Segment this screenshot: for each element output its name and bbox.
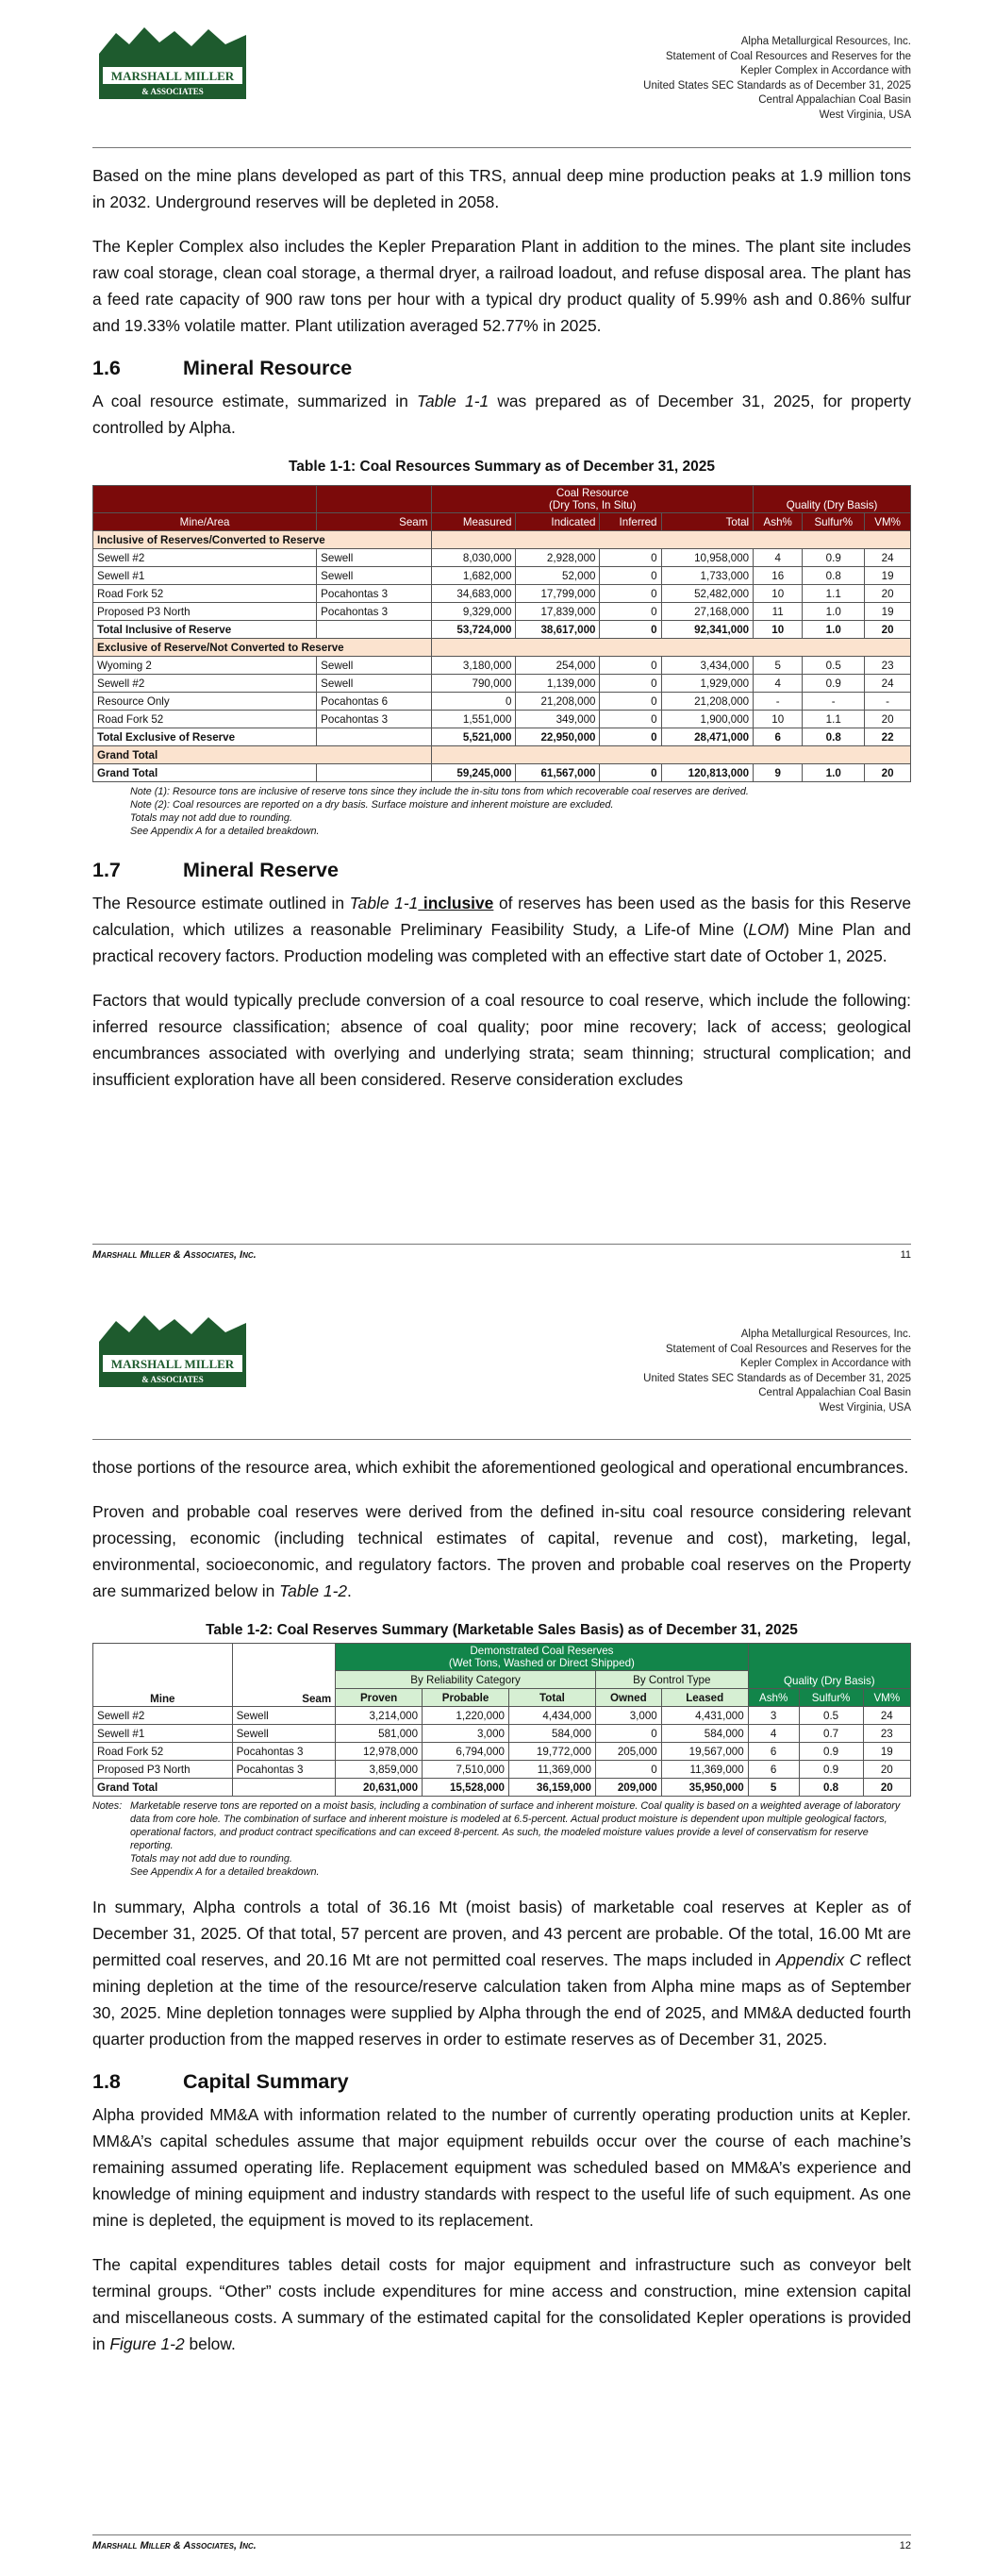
emphasis: inclusive bbox=[418, 894, 494, 912]
table-cell: 4 bbox=[754, 675, 803, 693]
table-cell: 1,551,000 bbox=[432, 711, 516, 728]
table-row bbox=[93, 675, 911, 693]
text: ) Mine Plan and practical recovery factors. Production modeling was completed with an effective start date of October 1, 2025. bbox=[92, 920, 911, 965]
table-cell bbox=[432, 639, 911, 657]
table-cell: 20 bbox=[865, 764, 911, 782]
group-header bbox=[336, 1644, 749, 1671]
page-number: 11 bbox=[900, 1249, 911, 1261]
header-line: Statement of Coal Resources and Reserves for the bbox=[665, 1343, 911, 1355]
table-row bbox=[93, 549, 911, 567]
table-cell: 24 bbox=[865, 675, 911, 693]
table-cell: Proposed P3 North bbox=[93, 603, 317, 621]
table-cell: 20 bbox=[863, 1779, 910, 1797]
table-row bbox=[93, 711, 911, 728]
figure-reference: Figure 1-2 bbox=[109, 2334, 185, 2353]
table-cell bbox=[317, 764, 432, 782]
note: See Appendix A for a detailed breakdown. bbox=[130, 826, 320, 837]
table-cell: 8,030,000 bbox=[432, 549, 516, 567]
table-cell: 1.0 bbox=[803, 621, 865, 639]
col-header: Proven bbox=[336, 1689, 423, 1707]
table-cell: 16 bbox=[754, 567, 803, 585]
table-cell: 20 bbox=[865, 585, 911, 603]
table-cell: 5 bbox=[754, 657, 803, 675]
table-cell: Pocahontas 3 bbox=[317, 711, 432, 728]
table-cell: 0.8 bbox=[799, 1779, 863, 1797]
sub-header: By Reliability Category bbox=[336, 1671, 596, 1689]
paragraph bbox=[92, 1894, 911, 2052]
header-rule bbox=[92, 147, 911, 148]
table-cell: - bbox=[803, 693, 865, 711]
group-title: Coal Resource bbox=[556, 487, 629, 499]
header-line: United States SEC Standards as of December 31, 2025 bbox=[643, 1372, 911, 1384]
table-cell: Sewell bbox=[317, 657, 432, 675]
section-row bbox=[93, 639, 911, 657]
table-cell: 584,000 bbox=[509, 1725, 596, 1743]
table-cell: 4,434,000 bbox=[509, 1707, 596, 1725]
note: Note (2): Coal resources are reported on a dry basis. Surface moisture and inherent moisture are excluded. bbox=[130, 799, 614, 811]
table-cell: 0 bbox=[600, 567, 661, 585]
paragraph bbox=[92, 388, 911, 441]
table-cell: 0 bbox=[595, 1761, 661, 1779]
table-reference: Table 1-1 bbox=[416, 392, 489, 410]
table-row bbox=[93, 585, 911, 603]
text: below. bbox=[184, 2334, 236, 2353]
table-cell: 0 bbox=[600, 675, 661, 693]
table-cell: 23 bbox=[863, 1725, 910, 1743]
table-cell bbox=[232, 1779, 336, 1797]
quality-header: Quality (Dry Basis) bbox=[748, 1644, 910, 1689]
text: The Resource estimate outlined in bbox=[92, 894, 350, 912]
table-cell: 24 bbox=[863, 1707, 910, 1725]
table-cell: Pocahontas 3 bbox=[317, 585, 432, 603]
table-cell: Sewell bbox=[232, 1707, 336, 1725]
table-cell: 35,950,000 bbox=[661, 1779, 748, 1797]
table-cell: 92,341,000 bbox=[661, 621, 754, 639]
table-caption: Table 1-1: Coal Resources Summary as of December 31, 2025 bbox=[288, 459, 715, 475]
table-cell: Sewell #2 bbox=[93, 1707, 233, 1725]
table-cell: Grand Total bbox=[93, 764, 317, 782]
table-row bbox=[93, 1761, 911, 1779]
table-cell: 790,000 bbox=[432, 675, 516, 693]
table-row bbox=[93, 1707, 911, 1725]
table-body bbox=[93, 531, 911, 782]
table-cell bbox=[432, 531, 911, 549]
sub-header: By Control Type bbox=[595, 1671, 748, 1689]
col-header: Inferred bbox=[600, 513, 661, 531]
table-cell: 0 bbox=[595, 1725, 661, 1743]
header-line: Statement of Coal Resources and Reserves for the bbox=[665, 50, 911, 62]
table-cell: 6 bbox=[754, 728, 803, 746]
table-cell: Proposed P3 North bbox=[93, 1761, 233, 1779]
section-heading bbox=[92, 2070, 911, 2094]
table-cell: 1,682,000 bbox=[432, 567, 516, 585]
section-row bbox=[93, 746, 911, 764]
total-row bbox=[93, 728, 911, 746]
section-row bbox=[93, 531, 911, 549]
table-row bbox=[93, 567, 911, 585]
col-header: Seam bbox=[317, 513, 432, 531]
col-header: Sulfur% bbox=[803, 513, 865, 531]
table-cell: Sewell #2 bbox=[93, 675, 317, 693]
table-cell: 349,000 bbox=[516, 711, 600, 728]
table-cell: 52,000 bbox=[516, 567, 600, 585]
header-blank bbox=[317, 486, 432, 513]
notes-label: Notes: bbox=[92, 1800, 123, 1812]
table-cell: 17,839,000 bbox=[516, 603, 600, 621]
table-cell: 10,958,000 bbox=[661, 549, 754, 567]
footer-company: Marshall Miller & Associates, Inc. bbox=[92, 1249, 257, 1261]
table-cell: 19 bbox=[865, 603, 911, 621]
table-cell: 19,772,000 bbox=[509, 1743, 596, 1761]
page-header bbox=[643, 35, 911, 123]
table-cell: Sewell #1 bbox=[93, 1725, 233, 1743]
text: reflect mining depletion at the time of the resource/reserve calculation taken from Alpha mine maps as of September 30, 2025. Mine depletion tonnages were supplied by Alpha through the end of 2025, and MM&A deducted fourth quarter production from the mapped reserves in order to estimate reserves as of December 31, 2025. bbox=[92, 1950, 911, 2049]
group-header bbox=[432, 486, 754, 513]
table-cell: 9,329,000 bbox=[432, 603, 516, 621]
table-cell: Sewell #1 bbox=[93, 567, 317, 585]
table-cell: Sewell bbox=[232, 1725, 336, 1743]
text: The capital expenditures tables detail costs for major equipment and infrastructure such as conveyor belt terminal groups. “Other” costs include expenditures for mine access and construction, mine extension capital and miscellaneous costs. A summary of the estimated capital for the consolidated Kepler operations is provided in bbox=[92, 2255, 911, 2353]
note: Totals may not add due to rounding. bbox=[130, 1853, 292, 1865]
paragraph bbox=[92, 2251, 911, 2357]
header-line: United States SEC Standards as of December 31, 2025 bbox=[643, 79, 911, 92]
table-cell: 28,471,000 bbox=[661, 728, 754, 746]
paragraph: those portions of the resource area, which exhibit the aforementioned geological and operational encumbrances. bbox=[92, 1458, 909, 1477]
table-cell: 11,369,000 bbox=[661, 1761, 748, 1779]
col-header: Mine/Area bbox=[93, 513, 317, 531]
table-cell: 3,000 bbox=[423, 1725, 509, 1743]
header-line: West Virginia, USA bbox=[819, 109, 911, 121]
col-header: Probable bbox=[423, 1689, 509, 1707]
table-cell: 1.0 bbox=[803, 603, 865, 621]
table-cell: 27,168,000 bbox=[661, 603, 754, 621]
table-cell: Sewell bbox=[317, 549, 432, 567]
page-12 bbox=[0, 1288, 995, 2576]
table-body bbox=[93, 1707, 911, 1797]
table-cell: - bbox=[754, 693, 803, 711]
header-line: Central Appalachian Coal Basin bbox=[758, 1387, 911, 1398]
table-cell: 0 bbox=[600, 657, 661, 675]
section-title: Capital Summary bbox=[183, 2070, 349, 2093]
table-cell: 0.7 bbox=[799, 1725, 863, 1743]
header-blank bbox=[93, 486, 317, 513]
table-cell bbox=[432, 746, 911, 764]
table-cell: 19,567,000 bbox=[661, 1743, 748, 1761]
grand-total-row bbox=[93, 764, 911, 782]
logo-line2: & ASSOCIATES bbox=[141, 1375, 204, 1384]
text: of reserves has been used as the basis for this Reserve calculation, which utilizes a reasonable Preliminary Feasibility Study, a Life-of Mine ( bbox=[92, 894, 911, 939]
header-line: Alpha Metallurgical Resources, Inc. bbox=[740, 36, 911, 47]
table-cell: 0 bbox=[600, 711, 661, 728]
table-row bbox=[93, 693, 911, 711]
col-header: Mine bbox=[93, 1644, 233, 1707]
table-cell: 2,928,000 bbox=[516, 549, 600, 567]
table-cell: 52,482,000 bbox=[661, 585, 754, 603]
table-cell: 0 bbox=[600, 603, 661, 621]
col-header: Owned bbox=[595, 1689, 661, 1707]
table-cell bbox=[317, 621, 432, 639]
table-cell: 3,000 bbox=[595, 1707, 661, 1725]
table-cell: Sewell #2 bbox=[93, 549, 317, 567]
table-cell: 3,214,000 bbox=[336, 1707, 423, 1725]
table-cell: 20 bbox=[865, 621, 911, 639]
coal-resources-table bbox=[92, 485, 911, 782]
table-cell: 38,617,000 bbox=[516, 621, 600, 639]
col-header: VM% bbox=[863, 1689, 910, 1707]
table-cell: 1.1 bbox=[803, 711, 865, 728]
quality-header: Quality (Dry Basis) bbox=[754, 486, 911, 513]
table-cell: Sewell bbox=[317, 567, 432, 585]
table-row bbox=[93, 1725, 911, 1743]
paragraph bbox=[92, 890, 911, 969]
table-cell: 17,799,000 bbox=[516, 585, 600, 603]
table-cell: 4,431,000 bbox=[661, 1707, 748, 1725]
table-cell: 10 bbox=[754, 585, 803, 603]
col-header: Ash% bbox=[748, 1689, 799, 1707]
table-cell: Road Fork 52 bbox=[93, 1743, 233, 1761]
table-cell: Total Inclusive of Reserve bbox=[93, 621, 317, 639]
section-number: 1.6 bbox=[92, 357, 121, 379]
table-cell: 0.8 bbox=[803, 567, 865, 585]
table-cell: 0.9 bbox=[803, 549, 865, 567]
table-cell: Pocahontas 3 bbox=[317, 603, 432, 621]
table-cell: Road Fork 52 bbox=[93, 711, 317, 728]
table-cell: 6 bbox=[748, 1743, 799, 1761]
note: Totals may not add due to rounding. bbox=[130, 812, 292, 824]
table-cell: 23 bbox=[865, 657, 911, 675]
table-cell: 254,000 bbox=[516, 657, 600, 675]
table-cell: 0 bbox=[600, 585, 661, 603]
note: Marketable reserve tons are reported on a moist basis, including a combination of surface and inherent moisture. Coal quality is based on a weighted average of laboratory data from core hole. The combination of surface and inherent moisture is modeled at 6.5-percent. Actual product moisture is dependent upon multiple geological factors, operational factors, and product contract specifications and can exceed 8-percent. As such, the modeled moisture values provide a level of conservatism for reserve reporting. bbox=[130, 1800, 901, 1851]
table-cell: 20,631,000 bbox=[336, 1779, 423, 1797]
table-cell: 5 bbox=[748, 1779, 799, 1797]
section-heading bbox=[92, 357, 911, 380]
table-cell: Grand Total bbox=[93, 1779, 233, 1797]
section-label: Exclusive of Reserve/Not Converted to Reserve bbox=[93, 639, 432, 657]
paragraph: Based on the mine plans developed as part of this TRS, annual deep mine production peaks at 1.9 million tons in 2032. Underground reserves will be depleted in 2058. bbox=[92, 166, 911, 211]
table-notes bbox=[92, 1799, 911, 1879]
appendix-reference: Appendix C bbox=[775, 1950, 862, 1969]
table-cell: Total Exclusive of Reserve bbox=[93, 728, 317, 746]
table-notes bbox=[92, 785, 911, 838]
col-header: Measured bbox=[432, 513, 516, 531]
paragraph bbox=[92, 1498, 911, 1604]
table-caption: Table 1-2: Coal Reserves Summary (Marketable Sales Basis) as of December 31, 2025 bbox=[206, 1622, 798, 1638]
table-cell: Pocahontas 6 bbox=[317, 693, 432, 711]
table-cell: 209,000 bbox=[595, 1779, 661, 1797]
paragraph: Alpha provided MM&A with information related to the number of currently operating production units at Kepler. MM&A’s capital schedules assume that major equipment rebuilds occur over the course of each machine’s remaining assumed operating life. Replacement equipment was scheduled based on MM&A’s experience and knowledge of mining equipment and industry standards with respect to the useful life of such equipment. As one mine is depleted, the equipment is moved to its replacement. bbox=[92, 2105, 911, 2230]
table-cell: 3,434,000 bbox=[661, 657, 754, 675]
table-cell: Wyoming 2 bbox=[93, 657, 317, 675]
table-cell: 7,510,000 bbox=[423, 1761, 509, 1779]
section-number: 1.7 bbox=[92, 859, 121, 881]
note: See Appendix A for a detailed breakdown. bbox=[130, 1866, 320, 1878]
table-cell: - bbox=[865, 693, 911, 711]
table-cell: 1,220,000 bbox=[423, 1707, 509, 1725]
table-cell: 1.0 bbox=[803, 764, 865, 782]
table-cell: 0 bbox=[600, 549, 661, 567]
table-cell: 11 bbox=[754, 603, 803, 621]
table-cell: 19 bbox=[865, 567, 911, 585]
paragraph: Factors that would typically preclude conversion of a coal resource to coal reserve, which include the following: inferred resource classification; absence of coal quality; poor mine recovery; lack of access; geological encumbrances associated with overlying and underlying strata; seam thinning; structural complication; and insufficient exploration have all been considered. Reserve consideration excludes bbox=[92, 991, 911, 1089]
section-title: Mineral Reserve bbox=[183, 859, 339, 881]
table-cell: 21,208,000 bbox=[516, 693, 600, 711]
page-body bbox=[92, 162, 911, 1111]
logo-line1: MARSHALL MILLER bbox=[110, 69, 235, 83]
table-cell: 53,724,000 bbox=[432, 621, 516, 639]
text: In summary, Alpha controls a total of 36.16 Mt (moist basis) of marketable coal reserves at Kepler as of December 31, 2025. Of that total, 57 percent are proven, and 43 percent are probable. Of the total, 16.00 Mt are permitted coal reserves, and 20.16 Mt are not permitted coal reserves. The maps included in bbox=[92, 1898, 911, 1969]
table-cell: 5,521,000 bbox=[432, 728, 516, 746]
table-cell: 120,813,000 bbox=[661, 764, 754, 782]
table-cell: 12,978,000 bbox=[336, 1743, 423, 1761]
table-cell: 9 bbox=[754, 764, 803, 782]
table-cell bbox=[317, 728, 432, 746]
table-cell: 10 bbox=[754, 711, 803, 728]
text: . bbox=[347, 1581, 352, 1600]
total-row bbox=[93, 621, 911, 639]
header-rule bbox=[92, 1439, 911, 1440]
table-cell: 21,208,000 bbox=[661, 693, 754, 711]
header-line: West Virginia, USA bbox=[819, 1401, 911, 1413]
table-cell: 11,369,000 bbox=[509, 1761, 596, 1779]
table-cell: 584,000 bbox=[661, 1725, 748, 1743]
page-number: 12 bbox=[899, 2540, 911, 2551]
table-cell: 24 bbox=[865, 549, 911, 567]
table-row bbox=[93, 1743, 911, 1761]
table-cell: 34,683,000 bbox=[432, 585, 516, 603]
text: A coal resource estimate, summarized in bbox=[92, 392, 417, 410]
mma-logo bbox=[97, 25, 248, 101]
table-cell: 1,733,000 bbox=[661, 567, 754, 585]
footer-rule bbox=[92, 2534, 911, 2535]
table-cell: 1,139,000 bbox=[516, 675, 600, 693]
header-line: Kepler Complex in Accordance with bbox=[740, 65, 911, 76]
table-row bbox=[93, 603, 911, 621]
table-cell: Sewell bbox=[317, 675, 432, 693]
table-cell: 15,528,000 bbox=[423, 1779, 509, 1797]
group-title: Demonstrated Coal Reserves bbox=[470, 1645, 614, 1657]
table-cell: 3 bbox=[748, 1707, 799, 1725]
col-header: Total bbox=[661, 513, 754, 531]
group-subtitle: (Dry Tons, In Situ) bbox=[548, 499, 637, 511]
text: was prepared as of December 31, 2025, for property controlled by Alpha. bbox=[92, 392, 911, 437]
table-cell: 1,900,000 bbox=[661, 711, 754, 728]
table-cell: Road Fork 52 bbox=[93, 585, 317, 603]
col-header: Sulfur% bbox=[799, 1689, 863, 1707]
table-cell: 0.8 bbox=[803, 728, 865, 746]
col-header: Total bbox=[509, 1689, 596, 1707]
group-subtitle: (Wet Tons, Washed or Direct Shipped) bbox=[448, 1657, 635, 1669]
table-cell: 22 bbox=[865, 728, 911, 746]
page-body bbox=[92, 1454, 911, 2375]
header-line: Alpha Metallurgical Resources, Inc. bbox=[740, 1329, 911, 1340]
table-cell: 6,794,000 bbox=[423, 1743, 509, 1761]
table-cell: 22,950,000 bbox=[516, 728, 600, 746]
header-line: Kepler Complex in Accordance with bbox=[740, 1358, 911, 1369]
section-label: Grand Total bbox=[93, 746, 432, 764]
table-reference: Table 1-1 bbox=[349, 894, 419, 912]
table-cell: 0.9 bbox=[799, 1761, 863, 1779]
section-title: Mineral Resource bbox=[183, 357, 353, 379]
col-header: Indicated bbox=[516, 513, 600, 531]
table-cell: 61,567,000 bbox=[516, 764, 600, 782]
table-cell: 0.5 bbox=[799, 1707, 863, 1725]
page-header bbox=[643, 1328, 911, 1415]
table-cell: 20 bbox=[863, 1761, 910, 1779]
table-cell: 205,000 bbox=[595, 1743, 661, 1761]
table-cell: 3,180,000 bbox=[432, 657, 516, 675]
footer-rule bbox=[92, 1244, 911, 1245]
table-cell: 4 bbox=[748, 1725, 799, 1743]
paragraph: The Kepler Complex also includes the Kepler Preparation Plant in addition to the mines. The plant site includes raw coal storage, clean coal storage, a thermal dryer, a railroad loadout, and refuse disposal area. The plant has a feed rate capacity of 900 raw tons per hour with a typical dry product quality of 5.99% ash and 0.86% sulfur and 19.33% volatile matter. Plant utilization averaged 52.77% in 2025. bbox=[92, 237, 911, 335]
col-header: VM% bbox=[865, 513, 911, 531]
mma-logo bbox=[97, 1313, 248, 1389]
col-header: Leased bbox=[661, 1689, 748, 1707]
table-cell: 0.9 bbox=[799, 1743, 863, 1761]
table-cell: 0 bbox=[432, 693, 516, 711]
section-label: Inclusive of Reserves/Converted to Reserve bbox=[93, 531, 432, 549]
table-cell: 1,929,000 bbox=[661, 675, 754, 693]
coal-reserves-table bbox=[92, 1643, 911, 1797]
text: Proven and probable coal reserves were derived from the defined in-situ coal resource considering relevant processing, economic (including technical estimates of capital, revenue and cost), marketing, legal, environmental, socioeconomic, and regulatory factors. The proven and probable coal reserves on the Property are summarized below in bbox=[92, 1502, 911, 1600]
table-cell: 0.5 bbox=[803, 657, 865, 675]
table-cell: 0 bbox=[600, 728, 661, 746]
table-cell: 0.9 bbox=[803, 675, 865, 693]
table-cell: 19 bbox=[863, 1743, 910, 1761]
table-cell: Pocahontas 3 bbox=[232, 1743, 336, 1761]
table-cell: 36,159,000 bbox=[509, 1779, 596, 1797]
table-cell: 1.1 bbox=[803, 585, 865, 603]
col-header: Ash% bbox=[754, 513, 803, 531]
table-cell: 6 bbox=[748, 1761, 799, 1779]
section-heading bbox=[92, 859, 911, 882]
table-cell: 0 bbox=[600, 693, 661, 711]
table-cell: 0 bbox=[600, 764, 661, 782]
table-cell: 3,859,000 bbox=[336, 1761, 423, 1779]
logo-line2: & ASSOCIATES bbox=[141, 87, 204, 96]
table-cell: 581,000 bbox=[336, 1725, 423, 1743]
table-cell: 20 bbox=[865, 711, 911, 728]
table-cell: Pocahontas 3 bbox=[232, 1761, 336, 1779]
table-cell: 4 bbox=[754, 549, 803, 567]
abbreviation: LOM bbox=[748, 920, 785, 939]
logo-line1: MARSHALL MILLER bbox=[110, 1357, 235, 1371]
section-number: 1.8 bbox=[92, 2070, 121, 2093]
table-cell: 10 bbox=[754, 621, 803, 639]
col-header: Seam bbox=[232, 1644, 336, 1707]
table-cell: Resource Only bbox=[93, 693, 317, 711]
table-cell: 59,245,000 bbox=[432, 764, 516, 782]
table-row bbox=[93, 657, 911, 675]
grand-total-row bbox=[93, 1779, 911, 1797]
table-cell: 0 bbox=[600, 621, 661, 639]
header-line: Central Appalachian Coal Basin bbox=[758, 94, 911, 106]
table-reference: Table 1-2 bbox=[279, 1581, 348, 1600]
footer-company: Marshall Miller & Associates, Inc. bbox=[92, 2540, 257, 2551]
note: Note (1): Resource tons are inclusive of reserve tons since they include the in-situ tons from which recoverable coal reserves are derived. bbox=[130, 786, 749, 797]
